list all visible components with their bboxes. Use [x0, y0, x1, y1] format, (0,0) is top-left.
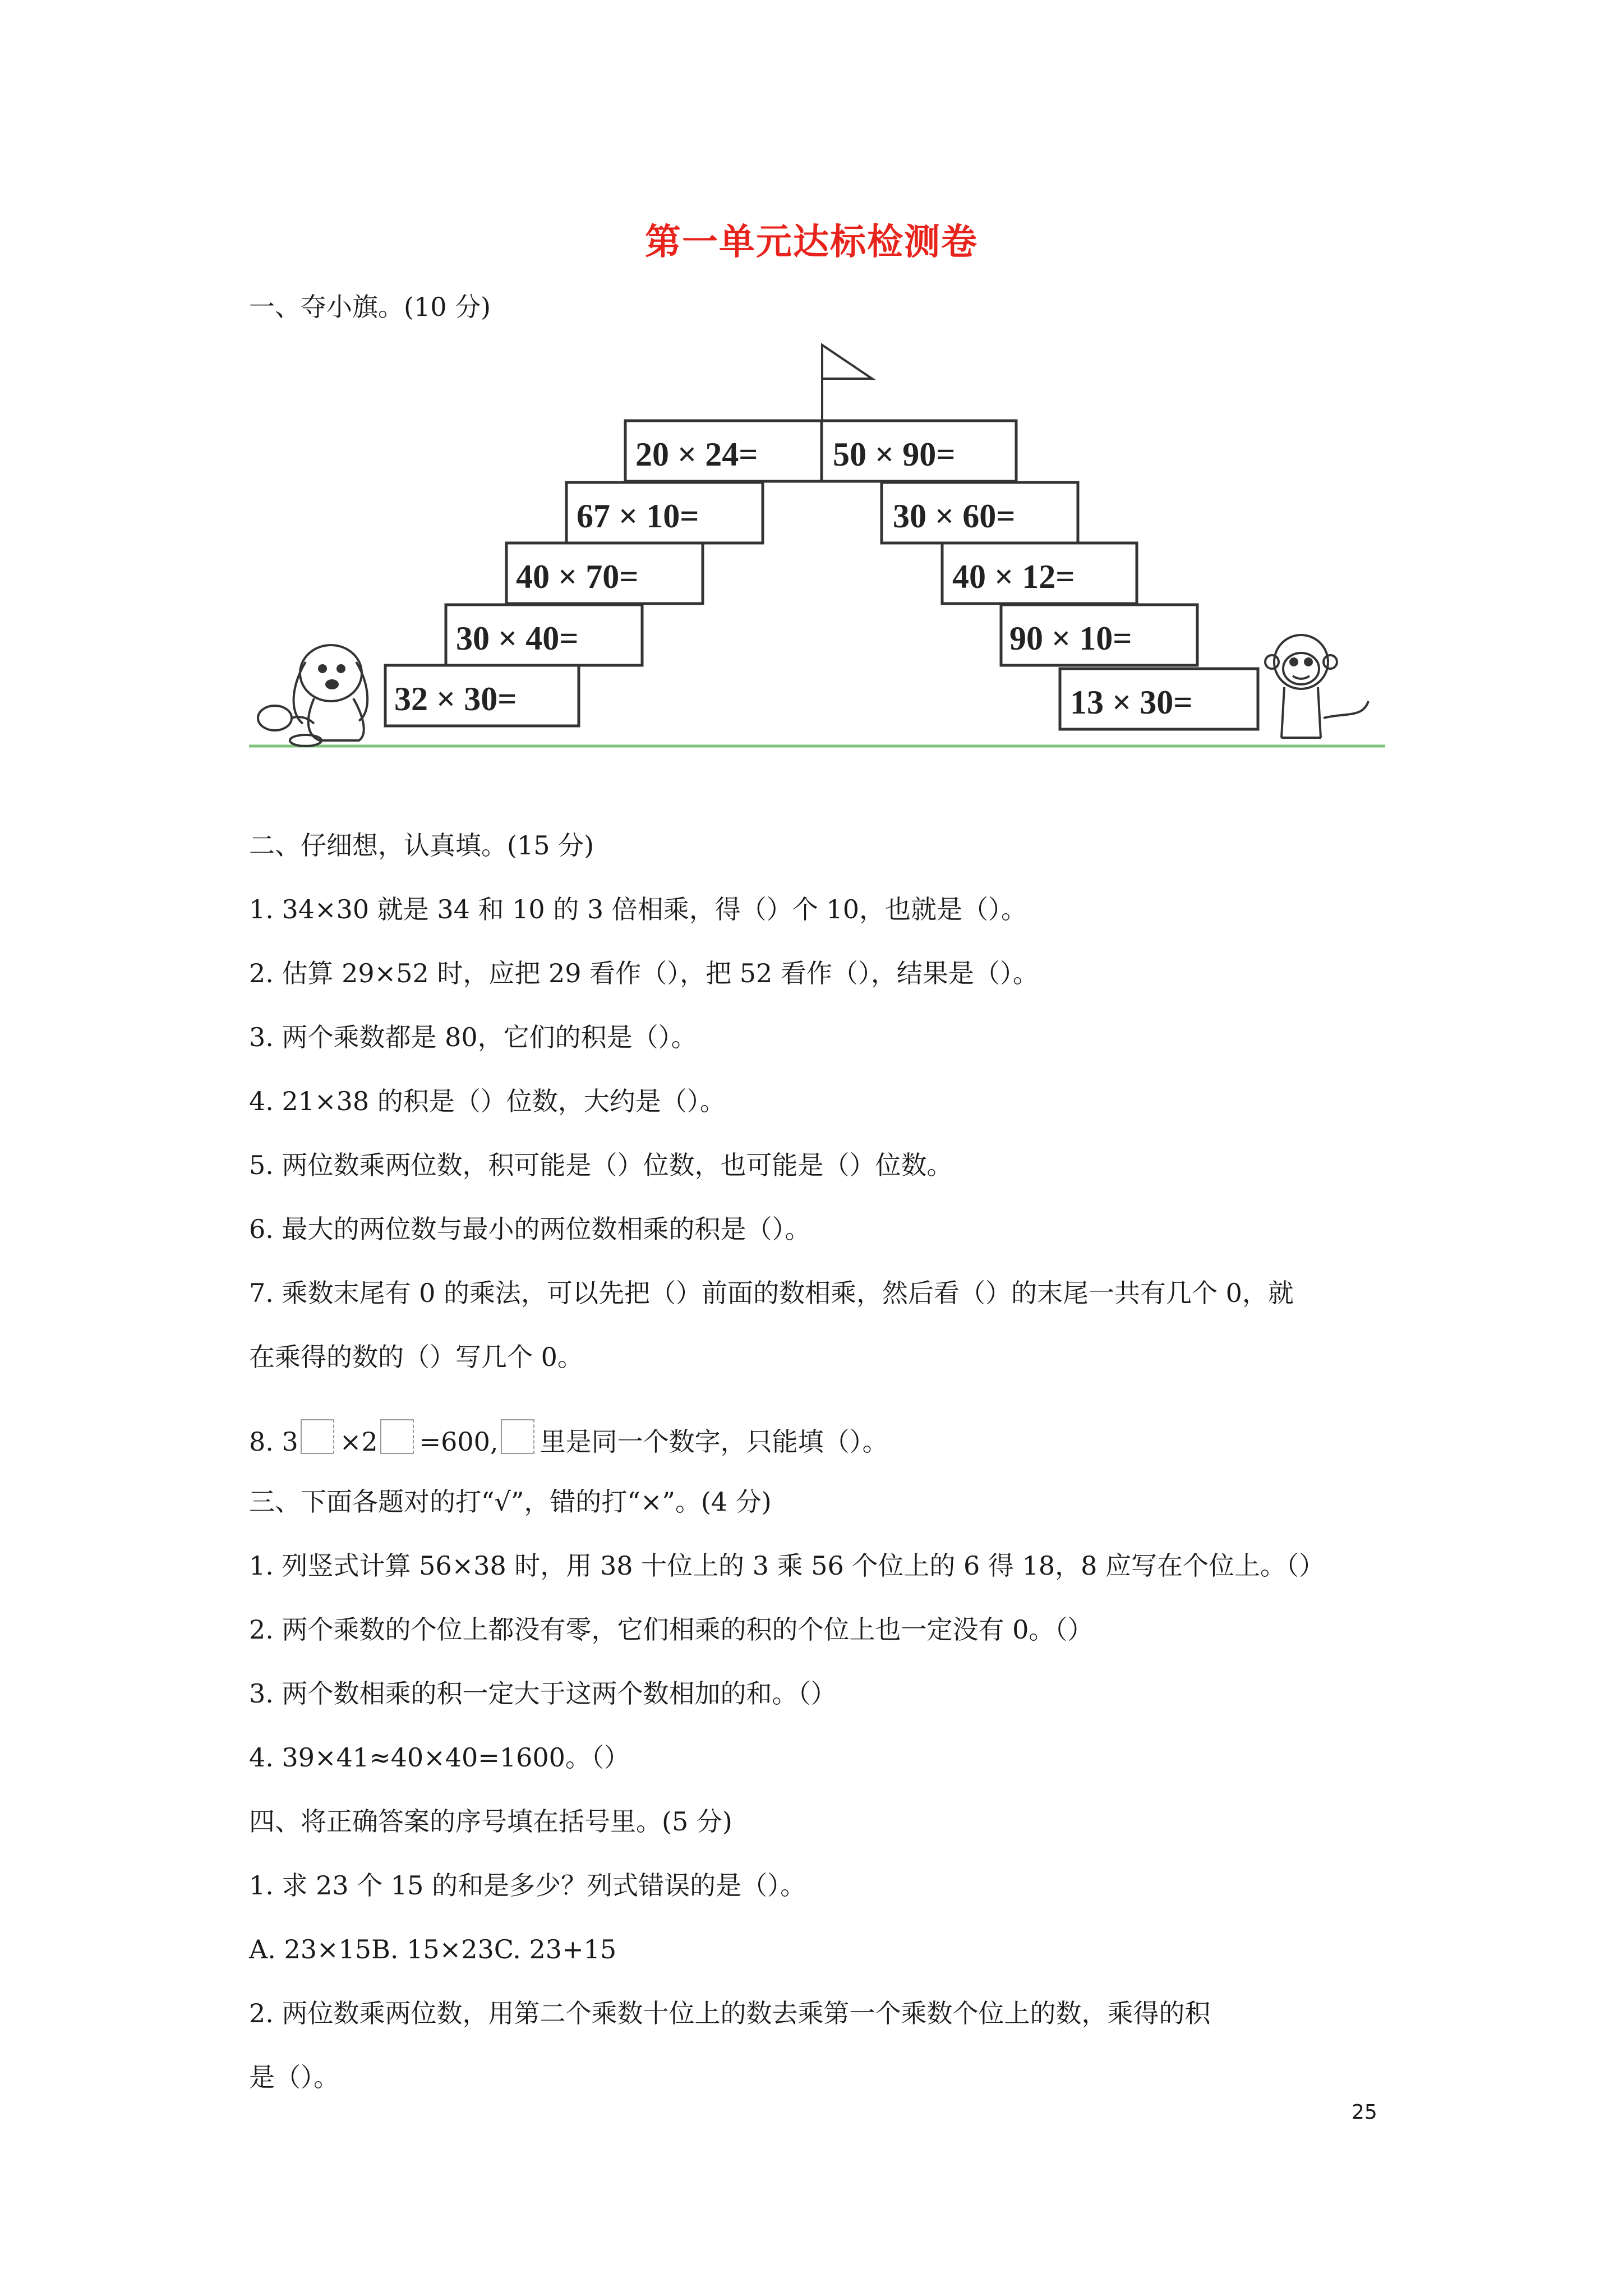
- box-7-label: 30 × 40=: [456, 620, 579, 657]
- box-6-label: 40 × 12=: [952, 558, 1075, 595]
- q8-equals: =600,: [419, 1427, 499, 1457]
- section3-q3: 3. 两个数相乘的积一定大于这两个数相加的和。（）: [249, 1678, 837, 1709]
- box-5-label: 40 × 70=: [516, 558, 639, 595]
- section4-q1: 1. 求 23 个 15 的和是多少？列式错误的是（）。: [249, 1870, 806, 1901]
- blank-square-3: [501, 1419, 534, 1454]
- section4-q2-line1: 2. 两位数乘两位数，用第二个乘数十位上的数去乘第一个乘数个位上的数，乘得的积: [249, 1998, 1211, 2028]
- box-2-label: 50 × 90=: [833, 436, 956, 473]
- box-9-label: 32 × 30=: [394, 680, 517, 717]
- section3-heading: 三、下面各题对的打“√”，错的打“×”。(4 分): [249, 1487, 772, 1517]
- box-1-label: 20 × 24=: [635, 436, 758, 473]
- blank-square-1: [301, 1419, 334, 1454]
- section2-q8: [249, 1419, 888, 1457]
- monkey-icon: [1265, 635, 1368, 738]
- q8-times: ×2: [339, 1427, 378, 1457]
- section2-q7-line2: 在乘得的数的（）写几个 0。: [249, 1342, 583, 1372]
- box-8-label: 90 × 10=: [1009, 620, 1132, 657]
- section4-q2-line2: 是（）。: [249, 2062, 339, 2092]
- q8-prefix: 8. 3: [249, 1427, 298, 1457]
- section2-q2: 2. 估算 29×52 时，应把 29 看作（），把 52 看作（），结果是（）。: [249, 958, 1039, 988]
- section3-q2: 2. 两个乘数的个位上都没有零，它们相乘的积的个位上也一定没有 0。（）: [249, 1614, 1094, 1645]
- section2-q7-line1: 7. 乘数末尾有 0 的乘法，可以先把（）前面的数相乘，然后看（）的末尾一共有几个 0，就: [249, 1278, 1294, 1308]
- flag-staircase-figure: [0, 325, 1623, 785]
- blank-square-2: [380, 1419, 414, 1454]
- section1-heading: 一、夺小旗。(10 分): [249, 292, 491, 322]
- page-number: 25: [1352, 2101, 1377, 2124]
- section3-q4: 4. 39×41≈40×40=1600。（）: [249, 1742, 630, 1773]
- section3-q1: 1. 列竖式计算 56×38 时，用 38 十位上的 3 乘 56 个位上的 6 得 18，8 应写在个位上。（）: [249, 1550, 1325, 1581]
- box-3-label: 67 × 10=: [577, 498, 699, 535]
- page-title: 第一单元达标检测卷: [645, 221, 978, 263]
- box-4-label: 30 × 60=: [893, 498, 1016, 535]
- box-10-label: 13 × 30=: [1070, 684, 1193, 721]
- section2-q5: 5. 两位数乘两位数，积可能是（）位数，也可能是（）位数。: [249, 1150, 953, 1180]
- dog-icon: [258, 645, 367, 746]
- section2-q3: 3. 两个乘数都是 80，它们的积是（）。: [249, 1022, 697, 1052]
- section2-q6: 6. 最大的两位数与最小的两位数相乘的积是（）。: [249, 1214, 811, 1244]
- section4-heading: 四、将正确答案的序号填在括号里。(5 分): [249, 1806, 732, 1837]
- section4-q1-options: A. 23×15B. 15×23C. 23+15: [249, 1934, 617, 1964]
- q8-suffix: 里是同一个数字，只能填（）。: [540, 1427, 888, 1457]
- section2-q1: 1. 34×30 就是 34 和 10 的 3 倍相乘，得（）个 10，也就是（）。: [249, 894, 1027, 924]
- flag-icon: [822, 345, 872, 421]
- section2-q4: 4. 21×38 的积是（）位数，大约是（）。: [249, 1086, 726, 1116]
- section2-heading: 二、仔细想，认真填。(15 分): [249, 830, 594, 861]
